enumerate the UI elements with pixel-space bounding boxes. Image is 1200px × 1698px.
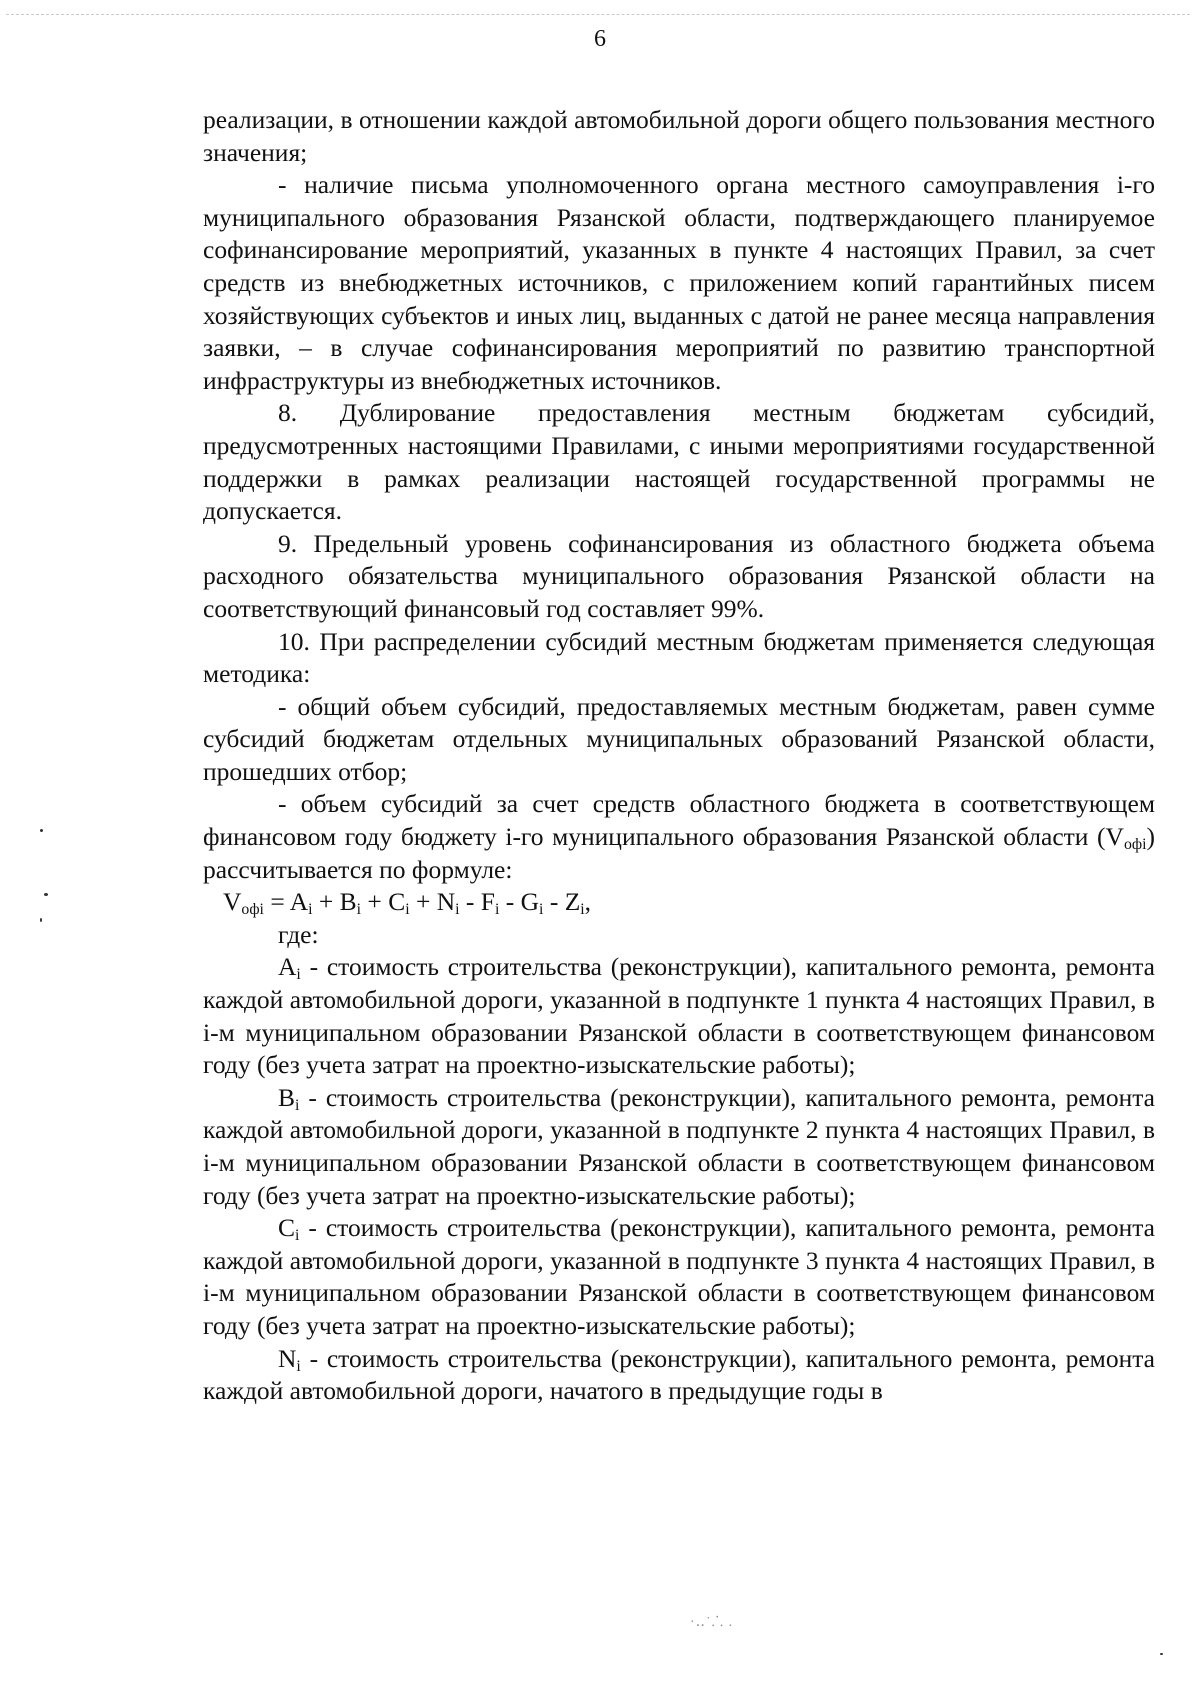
- scan-speck: [44, 893, 48, 896]
- definition-text: - стоимость строительства (реконструкции), капитального ремонта, ремонта каждой автомобильной дороги, указанной в подпункте 1 пункта 4 настоящих Правил, в i-м муниципальном образовании Рязанской области в соответствующем финансовом году (без учета затрат на проектно-изыскательские работы);: [203, 952, 1155, 1080]
- subscript: офi: [1123, 836, 1147, 853]
- scan-speck: [40, 918, 42, 922]
- formula: [203, 886, 1155, 919]
- document-body: [203, 104, 1155, 1408]
- formula-sign: -: [505, 887, 515, 917]
- definition-symbol: B: [278, 1082, 296, 1112]
- formula-sign: -: [549, 887, 559, 917]
- formula-term-subscript: i: [494, 901, 500, 919]
- definition-subscript: i: [296, 1357, 301, 1375]
- formula-term-subscript: i: [539, 901, 544, 919]
- scan-edge-line: [6, 14, 1190, 15]
- definition-text: - стоимость строительства (реконструкции), капитального ремонта, ремонта каждой автомобильной дороги, указанной в подпункте 2 пункта 4 настоящих Правил, в i-м муниципальном образовании Рязанской области в соответствующем финансовом году (без учета затрат на проектно-изыскательские работы);: [203, 1082, 1155, 1210]
- formula-sign: +: [367, 887, 382, 917]
- where-label: где:: [278, 919, 319, 949]
- page-number: 6: [594, 26, 606, 52]
- definition-a: [203, 951, 1155, 1081]
- formula-term-subscript: i: [356, 901, 362, 919]
- paragraph-text: ) рассчитывается по формуле:: [203, 822, 1155, 884]
- formula-trailing-comma: ,: [584, 887, 592, 917]
- formula-term-symbol: A: [289, 887, 309, 917]
- definition-c: [203, 1212, 1155, 1342]
- formula-sign: +: [415, 887, 431, 917]
- definition-text: - стоимость строительства (реконструкции), капитального ремонта, ремонта каждой автомобильной дороги, начатого в предыдущие годы в: [203, 1343, 1155, 1406]
- paragraph: - общий объем субсидий, предоставляемых местным бюджетам, равен сумме субсидий бюджетам отдельных муниципальных образований Рязанской области, прошедших отбор;: [203, 691, 1155, 786]
- formula-sign: -: [465, 887, 475, 917]
- definition-subscript: i: [295, 1227, 300, 1245]
- formula-term-symbol: B: [339, 887, 357, 917]
- paragraph-10: 10. При распределении субсидий местным бюджетам применяется следующая методика:: [203, 626, 1155, 689]
- formula-lhs-subscript: офi: [241, 901, 264, 919]
- formula-term-symbol: C: [388, 887, 406, 917]
- formula-term-subscript: i: [455, 901, 460, 919]
- formula-equals: =: [270, 887, 285, 917]
- scan-speck: [1160, 1653, 1163, 1655]
- definition-n: [203, 1343, 1155, 1408]
- definition-symbol: A: [278, 952, 297, 982]
- formula-term-symbol: Z: [564, 887, 581, 917]
- formula-term-subscript: i: [308, 901, 313, 919]
- formula-sign: +: [318, 887, 334, 917]
- scan-speck: [40, 829, 43, 832]
- formula-term-symbol: N: [436, 887, 456, 917]
- paragraph: - наличие письма уполномоченного органа местного самоуправления i-го муниципального образования Рязанской области, подтверждающего планируемое софинансирование мероприятий, указанных в пункте 4 настоящих Правил, за счет средств из внебюджетных источников, с приложением копий гарантийных писем хозяйствующих субъектов и иных лиц, выданных с датой не ранее месяца направления заявки, – в случае софинансирования мероприятий по развитию транспортной инфраструктуры из внебюджетных источников.: [203, 170, 1155, 395]
- formula-term-subscript: i: [580, 901, 585, 919]
- paragraph-text: - объем субсидий за счет средств областного бюджета в соответствующем финансовом году бюджету i-го муниципального образования Рязанской области (V: [203, 789, 1155, 852]
- definition-symbol: N: [278, 1343, 297, 1373]
- paragraph-9: 9. Предельный уровень софинансирования из областного бюджета объема расходного обязательства муниципального образования Рязанской области на соответствующий финансовый год составляет 99%.: [203, 528, 1155, 623]
- definition-b: [203, 1082, 1155, 1212]
- scan-smudge: ·‥˙⸫ .: [690, 1615, 734, 1630]
- definition-symbol: C: [278, 1213, 296, 1243]
- paragraph: реализации, в отношении каждой автомобильной дороги общего пользования местного значения;: [203, 105, 1155, 167]
- formula-term-subscript: i: [405, 901, 410, 919]
- definition-subscript: i: [296, 966, 301, 984]
- formula-term-symbol: F: [480, 887, 495, 917]
- formula-lhs-symbol: V: [223, 887, 242, 917]
- paragraph-volume-formula-intro: [203, 788, 1155, 886]
- paragraph-8: 8. Дублирование предоставления местным бюджетам субсидий, предусмотренных настоящими Правилами, с иными мероприятиями государственной поддержки в рамках реализации настоящей государственной программы не допускается.: [203, 398, 1155, 526]
- formula-term-symbol: G: [520, 887, 540, 917]
- definition-text: - стоимость строительства (реконструкции), капитального ремонта, ремонта каждой автомобильной дороги, указанной в подпункте 3 пункта 4 настоящих Правил, в i-м муниципальном образовании Рязанской области в соответствующем финансовом году (без учета затрат на проектно-изыскательские работы);: [203, 1213, 1155, 1340]
- definition-subscript: i: [295, 1096, 300, 1114]
